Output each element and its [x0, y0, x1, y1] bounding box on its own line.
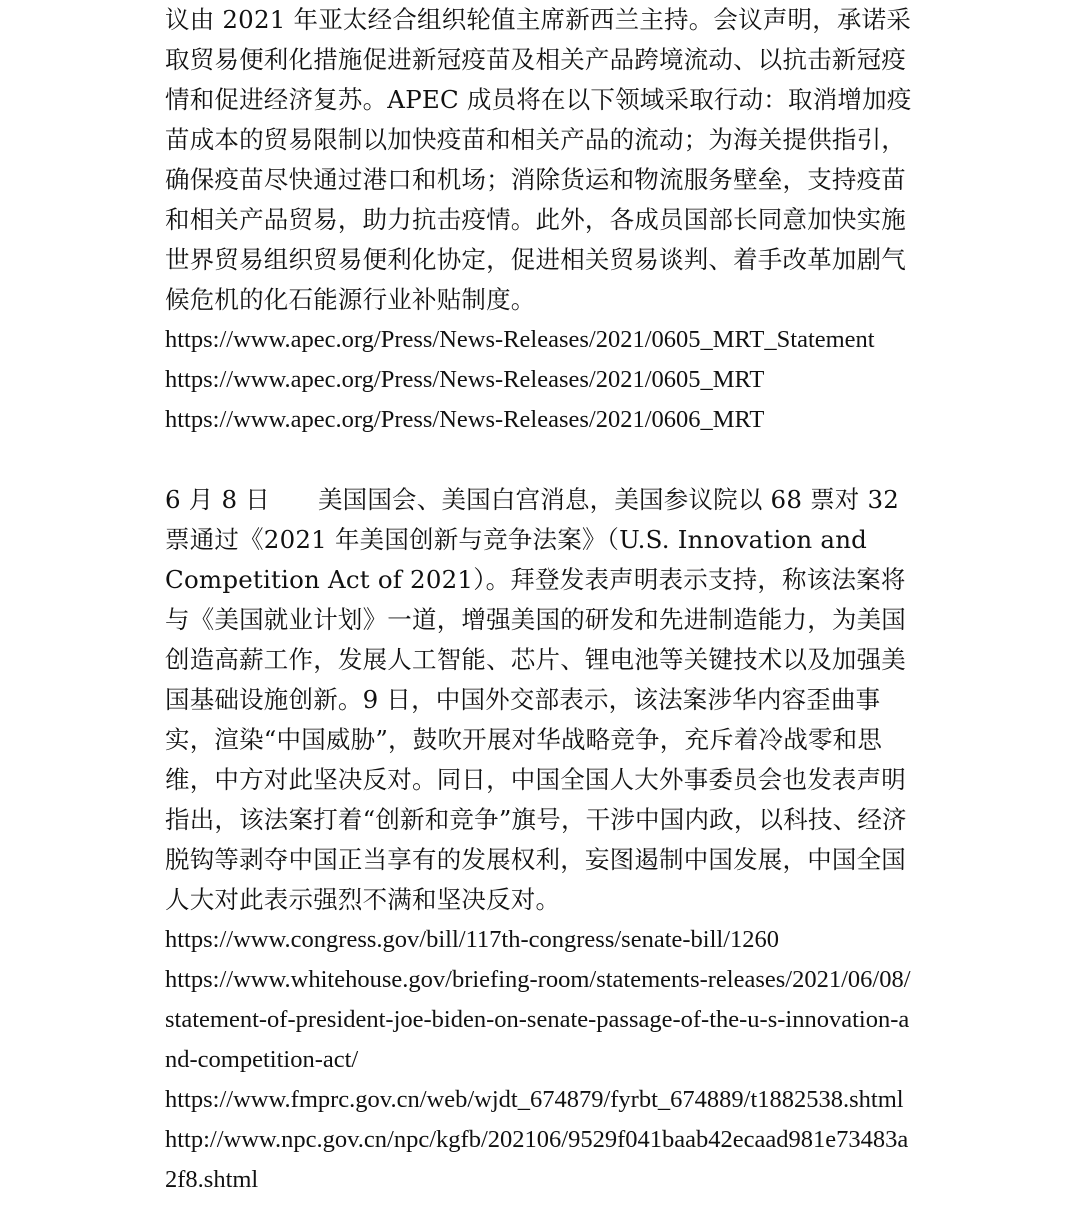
entry-date: 6 月 8 日	[165, 485, 270, 514]
reference-link[interactable]: https://www.apec.org/Press/News-Releases/2021/0605_MRT	[165, 366, 765, 393]
section-divider	[165, 440, 917, 480]
reference-link[interactable]: https://www.congress.gov/bill/117th-congress/senate-bill/1260	[165, 926, 780, 953]
section2-url-list	[165, 920, 917, 1200]
reference-link[interactable]: https://www.apec.org/Press/News-Releases/2021/0605_MRT_Statement	[165, 326, 875, 353]
section2-text: 美国国会、美国白宫消息，美国参议院以 68 票对 32 票通过《2021 年美国创新与竞争法案》（U.S. Innovation and Competition Act of 2021）。拜登发表声明表示支持，称该法案将与《美国就业计划》一道，增强美国的研发和先进制造能力，为美国创造高薪工作，发展人工智能、芯片、锂电池等关键技术以及加强美国基础设施创新。9 日，中国外交部表示，该法案涉华内容歪曲事实，渲染“中国威胁”，鼓吹开展对华战略竞争，充斥着冷战零和思维，中方对此坚决反对。同日，中国全国人大外事委员会也发表声明指出，该法案打着“创新和竞争”旗号，干涉中国内政，以科技、经济脱钩等剥夺中国正当享有的发展权利，妄图遏制中国发展，中国全国人大对此表示强烈不满和坚决反对。	[165, 485, 907, 914]
section2-paragraph	[165, 480, 917, 920]
document-page	[165, 0, 917, 1200]
reference-link[interactable]: https://www.whitehouse.gov/briefing-room/statements-releases/2021/06/08/statement-of-president-joe-biden-on-senate-passage-of-the-u-s-innovation-and-competition-act/	[165, 966, 911, 1073]
reference-link[interactable]: http://www.npc.gov.cn/npc/kgfb/202106/9529f041baab42ecaad981e73483a2f8.shtml	[165, 1126, 909, 1193]
reference-link[interactable]: https://www.fmprc.gov.cn/web/wjdt_674879/fyrbt_674889/t1882538.shtml	[165, 1086, 904, 1113]
section1-paragraph: 议由 2021 年亚太经合组织轮值主席新西兰主持。会议声明，承诺采取贸易便利化措施促进新冠疫苗及相关产品跨境流动、以抗击新冠疫情和促进经济复苏。APEC 成员将在以下领域采取行动：取消增加疫苗成本的贸易限制以加快疫苗和相关产品的流动；为海关提供指引，确保疫苗尽快通过港口和机场；消除货运和物流服务壁垒，支持疫苗和相关产品贸易，助力抗击疫情。此外，各成员国部长同意加快实施世界贸易组织贸易便利化协定，促进相关贸易谈判、着手改革加剧气候危机的化石能源行业补贴制度。	[165, 5, 912, 314]
section1-url-list	[165, 320, 917, 440]
reference-link[interactable]: https://www.apec.org/Press/News-Releases/2021/0606_MRT	[165, 406, 765, 433]
